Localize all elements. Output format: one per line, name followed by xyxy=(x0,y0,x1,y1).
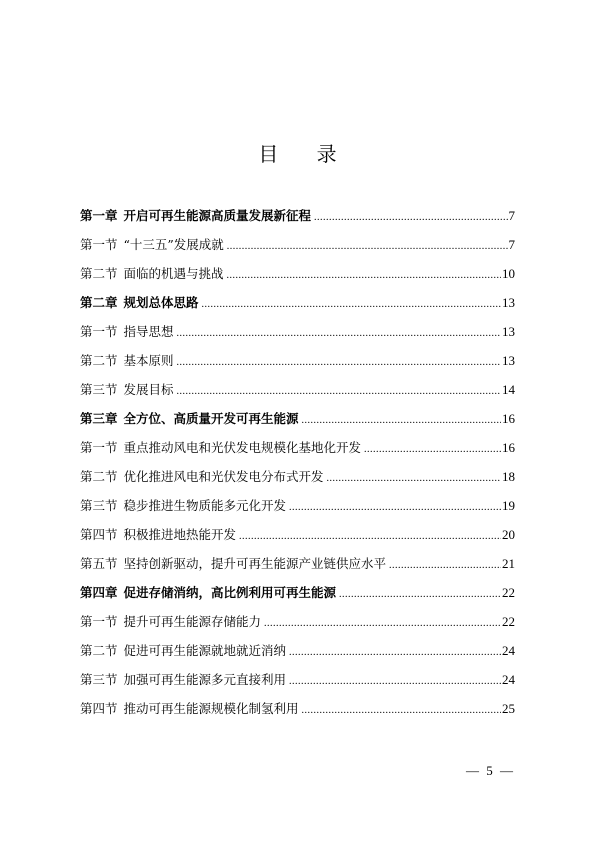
toc-section-row[interactable] xyxy=(80,259,515,288)
toc-entry-label: 第一节 xyxy=(80,615,118,629)
toc-entry-label: 第二节 xyxy=(80,470,118,484)
toc-dot-leader xyxy=(314,203,507,232)
toc-entry-text: 积极推进地热能开发 xyxy=(123,527,237,542)
toc-dot-leader xyxy=(289,493,501,522)
toc-section-row[interactable] xyxy=(80,317,515,346)
toc-section-row[interactable] xyxy=(80,462,515,491)
toc-section-row[interactable] xyxy=(80,433,515,462)
toc-page-number: 22 xyxy=(502,585,515,600)
toc-section-row[interactable] xyxy=(80,346,515,375)
toc-entry-text: 稳步推进生物质能多元化开发 xyxy=(123,498,287,513)
toc-chapter-row[interactable] xyxy=(80,578,515,607)
toc-dot-leader xyxy=(339,580,501,609)
toc-page-number: 19 xyxy=(502,498,515,513)
toc-dot-leader xyxy=(302,696,501,725)
toc-entry-text: 推动可再生能源规模化制氢利用 xyxy=(123,701,299,716)
toc-chapter-row[interactable] xyxy=(80,201,515,230)
toc-chapter-row[interactable] xyxy=(80,404,515,433)
toc-page-number: 22 xyxy=(502,614,515,629)
toc-page-number: 13 xyxy=(502,324,515,339)
toc-entry-title xyxy=(80,230,224,260)
toc-section-row[interactable] xyxy=(80,607,515,636)
toc-page-number: 10 xyxy=(502,266,515,281)
toc-dot-leader xyxy=(289,638,501,667)
toc-page-number: 24 xyxy=(502,643,515,658)
toc-entry-title xyxy=(80,665,286,695)
toc-entry-text: 坚持创新驱动，提升可再生能源产业链供应水平 xyxy=(123,556,387,571)
toc-entry-text: 重点推动风电和光伏发电规模化基地化开发 xyxy=(123,440,362,455)
toc-entry-label: 第二章 xyxy=(80,296,118,310)
toc-entry-title xyxy=(80,404,299,434)
toc-entry-text: 提升可再生能源存储能力 xyxy=(123,614,262,629)
toc-dot-leader xyxy=(389,551,501,580)
toc-section-row[interactable] xyxy=(80,520,515,549)
toc-entry-label: 第一节 xyxy=(80,238,118,252)
toc-dot-leader xyxy=(177,348,501,377)
toc-dot-leader xyxy=(177,319,501,348)
table-of-contents xyxy=(80,201,515,723)
toc-section-row[interactable] xyxy=(80,230,515,259)
toc-entry-text: 面临的机遇与挑战 xyxy=(123,266,224,281)
toc-entry-title xyxy=(80,433,361,463)
toc-entry-title xyxy=(80,607,261,637)
toc-entry-label: 第三节 xyxy=(80,383,118,397)
toc-entry-title xyxy=(80,259,224,289)
toc-dot-leader xyxy=(227,261,501,290)
toc-entry-text: 促进存储消纳，高比例利用可再生能源 xyxy=(123,585,337,600)
toc-entry-title xyxy=(80,462,324,492)
toc-entry-text: 基本原则 xyxy=(123,353,174,368)
toc-section-row[interactable] xyxy=(80,665,515,694)
toc-entry-label: 第一章 xyxy=(80,209,118,223)
toc-chapter-row[interactable] xyxy=(80,288,515,317)
toc-entry-title xyxy=(80,491,286,521)
toc-entry-label: 第二节 xyxy=(80,644,118,658)
toc-entry-text: 规划总体思路 xyxy=(123,295,199,310)
toc-dot-leader xyxy=(227,232,508,261)
toc-entry-label: 第三节 xyxy=(80,499,118,513)
toc-entry-text: 全方位、高质量开发可再生能源 xyxy=(123,411,299,426)
toc-entry-title xyxy=(80,288,199,318)
toc-entry-text: 指导思想 xyxy=(123,324,174,339)
toc-dot-leader xyxy=(364,435,501,464)
toc-entry-label: 第一节 xyxy=(80,325,118,339)
toc-dot-leader xyxy=(202,290,501,319)
toc-entry-title xyxy=(80,375,174,405)
toc-entry-label: 第四节 xyxy=(80,702,118,716)
toc-entry-title xyxy=(80,317,174,347)
toc-entry-label: 第四章 xyxy=(80,586,118,600)
toc-page-number: 7 xyxy=(508,208,515,223)
toc-dot-leader xyxy=(327,464,501,493)
toc-page-number: 16 xyxy=(502,411,515,426)
toc-dot-leader xyxy=(239,522,501,551)
toc-entry-text: 促进可再生能源就地就近消纳 xyxy=(123,643,287,658)
toc-entry-text: 发展目标 xyxy=(123,382,174,397)
toc-section-row[interactable] xyxy=(80,636,515,665)
toc-dot-leader xyxy=(289,667,501,696)
toc-entry-title xyxy=(80,520,236,550)
toc-entry-label: 第二节 xyxy=(80,354,118,368)
toc-entry-text: 加强可再生能源多元直接利用 xyxy=(123,672,287,687)
toc-section-row[interactable] xyxy=(80,549,515,578)
toc-dot-leader xyxy=(302,406,501,435)
toc-page-number: 20 xyxy=(502,527,515,542)
toc-entry-label: 第二节 xyxy=(80,267,118,281)
toc-entry-label: 第三章 xyxy=(80,412,118,426)
toc-entry-title xyxy=(80,201,311,231)
toc-entry-label: 第五节 xyxy=(80,557,118,571)
toc-entry-label: 第一节 xyxy=(80,441,118,455)
toc-entry-text: 优化推进风电和光伏发电分布式开发 xyxy=(123,469,324,484)
toc-page-number: 13 xyxy=(502,353,515,368)
toc-page-number: 13 xyxy=(502,295,515,310)
page-title: 目 录 xyxy=(258,142,353,166)
toc-page-number: 14 xyxy=(502,382,515,397)
toc-page-number: 16 xyxy=(502,440,515,455)
toc-page-number: 25 xyxy=(502,701,515,716)
toc-section-row[interactable] xyxy=(80,694,515,723)
toc-entry-title xyxy=(80,549,386,579)
toc-dot-leader xyxy=(264,609,501,638)
toc-entry-title xyxy=(80,694,299,724)
page-number: — 5 — xyxy=(466,763,515,778)
toc-page-number: 7 xyxy=(508,237,515,252)
toc-entry-label: 第三节 xyxy=(80,673,118,687)
toc-page-number: 18 xyxy=(502,469,515,484)
toc-entry-title xyxy=(80,578,336,608)
toc-dot-leader xyxy=(177,377,501,406)
toc-section-row[interactable] xyxy=(80,375,515,404)
toc-entry-text: 开启可再生能源高质量发展新征程 xyxy=(123,208,312,223)
toc-entry-label: 第四节 xyxy=(80,528,118,542)
toc-section-row[interactable] xyxy=(80,491,515,520)
toc-page-number: 21 xyxy=(502,556,515,571)
toc-entry-title xyxy=(80,346,174,376)
toc-page-number: 24 xyxy=(502,672,515,687)
toc-entry-title xyxy=(80,636,286,666)
toc-entry-text: “十三五”发展成就 xyxy=(123,237,224,252)
